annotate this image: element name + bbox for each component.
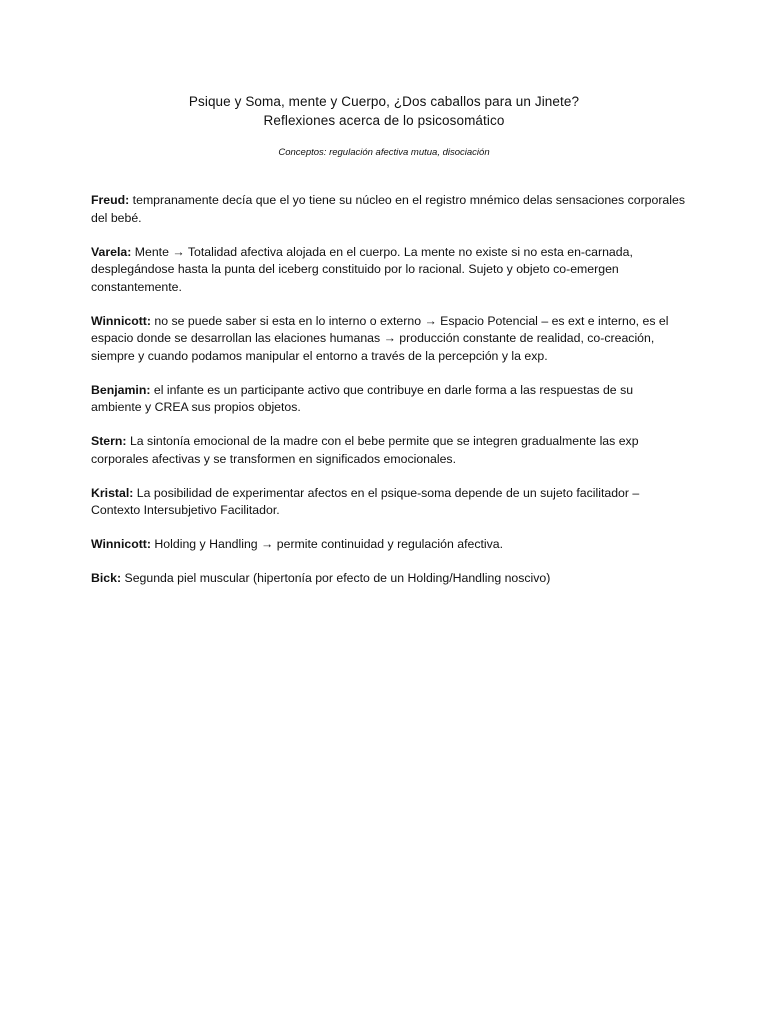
- paragraph-author: Benjamin:: [91, 382, 151, 397]
- paragraph-benjamin: [91, 382, 687, 417]
- paragraph-author: Winnicott:: [91, 537, 151, 551]
- paragraph-text: no se puede saber si esta en lo interno o externo → Espacio Potencial – es ext e interno, es el espacio donde se desarrollan las elaciones humanas → producción constante de realidad, co-creación, siempre y cuando podamos manipular el entorno a través de la percepción y la exp.: [91, 313, 669, 363]
- document-title-line-1: Psique y Soma, mente y Cuerpo, ¿Dos caballos para un Jinete?: [188, 94, 580, 109]
- paragraph-freud: [91, 192, 687, 227]
- paragraph-text: el infante es un participante activo que contribuye en darle forma a las respuestas de su ambiente y CREA sus propios objetos.: [91, 382, 634, 414]
- paragraph-winnicott-2: [91, 536, 687, 554]
- paragraph-text: Mente → Totalidad afectiva alojada en el cuerpo. La mente no existe si no esta en-carnada, desplegándose hasta la punta del iceberg constituido por lo racional. Sujeto y objeto co-emergen constantemente.: [91, 244, 633, 294]
- paragraph-author: Varela:: [91, 244, 132, 259]
- paragraph-author: Kristal:: [91, 485, 134, 500]
- paragraph-text: tempranamente decía que el yo tiene su núcleo en el registro mnémico delas sensaciones corporales del bebé.: [91, 193, 685, 225]
- paragraph-text: Segunda piel muscular (hipertonía por efecto de un Holding/Handling noscivo): [121, 571, 551, 585]
- document-title-line-2: Reflexiones acerca de lo psicosomático: [263, 113, 505, 128]
- document-subtitle: Conceptos: regulación afectiva mutua, disociación: [278, 147, 490, 158]
- paragraph-author: Stern:: [91, 434, 127, 448]
- paragraph-kristal: [91, 485, 687, 520]
- paragraph-bick: [91, 570, 687, 588]
- paragraph-winnicott-1: [91, 313, 687, 366]
- paragraph-varela: [91, 244, 687, 297]
- document-body: [91, 192, 687, 604]
- paragraph-text: La posibilidad de experimentar afectos en el psique-soma depende de un sujeto facilitador – Contexto Intersubjetivo Facilitador.: [91, 485, 640, 517]
- paragraph-author: Bick:: [91, 571, 122, 585]
- paragraph-stern: [91, 433, 687, 468]
- paragraph-text: La sintonía emocional de la madre con el bebe permite que se integren gradualmente las exp corporales afectivas y se transformen en significados emocionales.: [91, 434, 639, 466]
- paragraph-text: Holding y Handling → permite continuidad y regulación afectiva.: [151, 537, 504, 551]
- paragraph-author: Winnicott:: [91, 313, 151, 328]
- paragraph-author: Freud:: [91, 193, 130, 207]
